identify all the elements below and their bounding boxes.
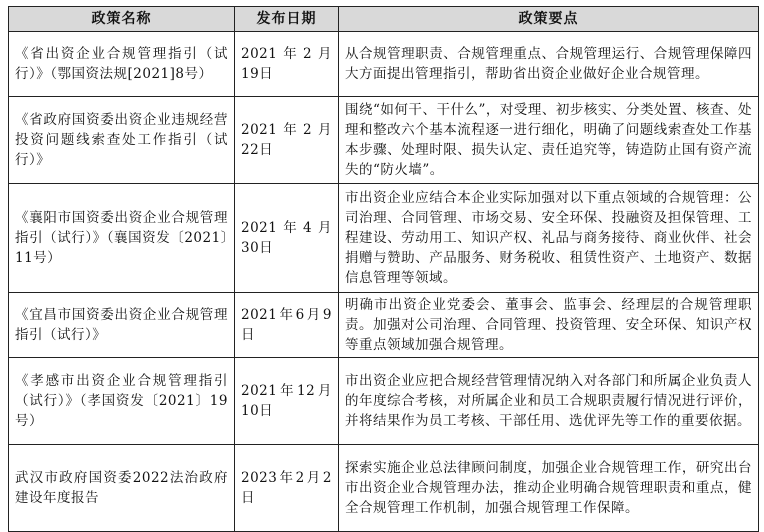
policy-points-cell: 明确市出资企业党委会、董事会、监事会、经理层的合规管理职责。加强对公司治理、合同管理、投资管理、安全环保、知识产权等重点领域加强合规管理。 (339, 293, 759, 358)
policy-points-cell: 围绕“如何干、干什么”，对受理、初步核实、分类处置、核查、处理和整改六个基本流程逐一进行细化，明确了问题线索查处工作基本步骤、处理时限、损失认定、责任追究等，铸造防止国有资产流失的“防火墙”。 (339, 97, 759, 184)
header-policy-points: 政策要点 (339, 7, 759, 32)
table-row (9, 184, 759, 293)
header-policy-name: 政策名称 (9, 7, 235, 32)
policy-points-cell: 探索实施企业总法律顾问制度，加强企业合规管理工作，研究出台市出资企业合规管理办法，推动企业明确合规管理职责和重点，健全合规管理工作机制，加强合规管理工作保障。 (339, 445, 759, 532)
table-row (9, 358, 759, 445)
policy-name-cell: 《孝感市出资企业合规管理指引（试行）》（孝国资发〔2021〕19号） (9, 358, 235, 445)
policy-name-cell: 《省政府国资委出资企业违规经营投资问题线索查处工作指引（试行）》 (9, 97, 235, 184)
release-date-cell: 2021年4月30日 (235, 184, 339, 293)
table-row (9, 97, 759, 184)
release-date-cell: 2021年2月19日 (235, 32, 339, 97)
policy-points-cell: 市出资企业应结合本企业实际加强对以下重点领域的合规管理：公司治理、合同管理、市场交易、安全环保、投融资及担保管理、工程建设、劳动用工、知识产权、礼品与商务接待、商业伙伴、社会捐赠与赞助、产品服务、财务税收、租赁性资产、土地资产、数据信息管理等领域。 (339, 184, 759, 293)
release-date-cell: 2021年12月10日 (235, 358, 339, 445)
table-row (9, 32, 759, 97)
policy-name-cell: 武汉市政府国资委2022法治政府建设年度报告 (9, 445, 235, 532)
table-header-row (9, 7, 759, 32)
policy-points-cell: 从合规管理职责、合规管理重点、合规管理运行、合规管理保障四大方面提出管理指引，帮助省出资企业做好企业合规管理。 (339, 32, 759, 97)
header-release-date: 发布日期 (235, 7, 339, 32)
policy-name-cell: 《省出资企业合规管理指引（试行）》（鄂国资法规[2021]8号） (9, 32, 235, 97)
table-row (9, 293, 759, 358)
release-date-cell: 2023年2月2日 (235, 445, 339, 532)
policy-name-cell: 《襄阳市国资委出资企业合规管理指引（试行）》（襄国资发〔2021〕11号） (9, 184, 235, 293)
table-row (9, 445, 759, 532)
release-date-cell: 2021年2月22日 (235, 97, 339, 184)
policy-points-cell: 市出资企业应把合规经营管理情况纳入对各部门和所属企业负责人的年度综合考核，对所属企业和员工合规职责履行情况进行评价，并将结果作为员工考核、干部任用、选优评先等工作的重要依据。 (339, 358, 759, 445)
policy-table (8, 6, 759, 532)
release-date-cell: 2021年6月9日 (235, 293, 339, 358)
policy-name-cell: 《宜昌市国资委出资企业合规管理指引（试行）》 (9, 293, 235, 358)
